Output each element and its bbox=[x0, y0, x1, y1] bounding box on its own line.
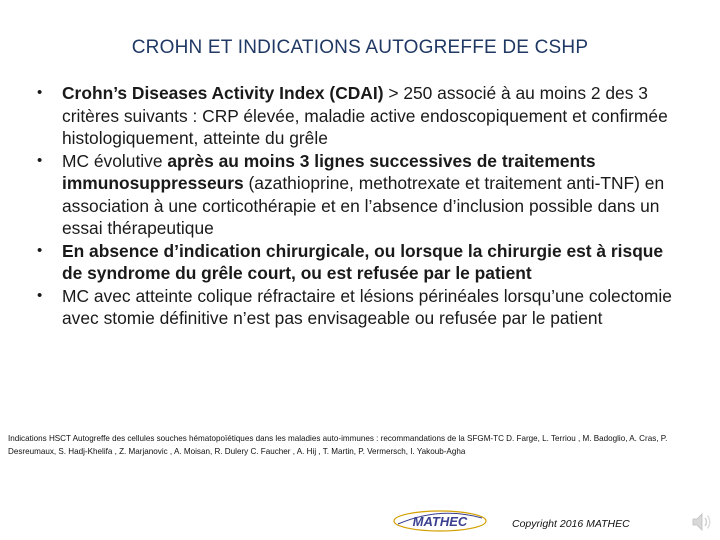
bullet-item bbox=[36, 150, 686, 240]
speaker-icon[interactable] bbox=[690, 510, 714, 534]
bullet-text-bold: En absence d’indication chirurgicale, ou lorsque la chirurgie est à risque de syndrome du grêle court, ou est refusée par le patient bbox=[62, 240, 664, 283]
bullet-item bbox=[36, 82, 686, 150]
bullet-text: MC avec atteinte colique réfractaire et lésions périnéales lorsqu’une colectomie avec stomie définitive n’est pas envisageable ou refusée par le patient bbox=[62, 285, 672, 328]
bullet-text-bold: Crohn’s Diseases Activity Index (CDAI) bbox=[62, 83, 384, 103]
bullet-text-bold: après au moins 3 lignes successives de traitements immunosuppresseurs bbox=[62, 150, 596, 193]
bullet-item bbox=[36, 240, 686, 285]
logo-text: MATHEC bbox=[412, 514, 468, 529]
bullet-text: (azathioprine, methotrexate et traitement anti-TNF) en association à une corticothérapie et en l’absence d’inclusion possible dans un essai thérapeutique bbox=[62, 173, 665, 238]
slide-title: CROHN ET INDICATIONS AUTOGREFFE DE CSHP bbox=[131, 37, 589, 58]
copyright-text: Copyright 2016 MATHEC bbox=[512, 518, 630, 530]
bullet-icon: • bbox=[37, 84, 43, 101]
reference-footnote: Indications HSCT Autogreffe des cellules souches hématopoïétiques dans les maladies auto-immunes : recommandations de la SFGM-TC D. Farge, L. Terriou , M. Badoglio, A. Cras, P. Desreumaux, S. Hadj-Khelifa , Z. Marjanovic , A. Moisan, R. Dulery C. Faucher , A. Hij , T. Martin, P. Vermersch, I. Yakoub-Agha bbox=[8, 434, 668, 456]
indications-list bbox=[36, 82, 686, 330]
bullet-item bbox=[36, 285, 686, 330]
mathec-logo bbox=[390, 504, 490, 536]
bullet-text: > 250 associé à au moins 2 des 3 critères suivants : CRP élevée, maladie active endoscopiquement et confirmée histologiquement, atteinte du grêle bbox=[62, 83, 668, 148]
bullet-icon: • bbox=[37, 151, 43, 169]
bullet-text: MC évolutive bbox=[62, 150, 168, 171]
bullet-icon: • bbox=[37, 241, 43, 259]
bullet-icon: • bbox=[37, 286, 43, 304]
